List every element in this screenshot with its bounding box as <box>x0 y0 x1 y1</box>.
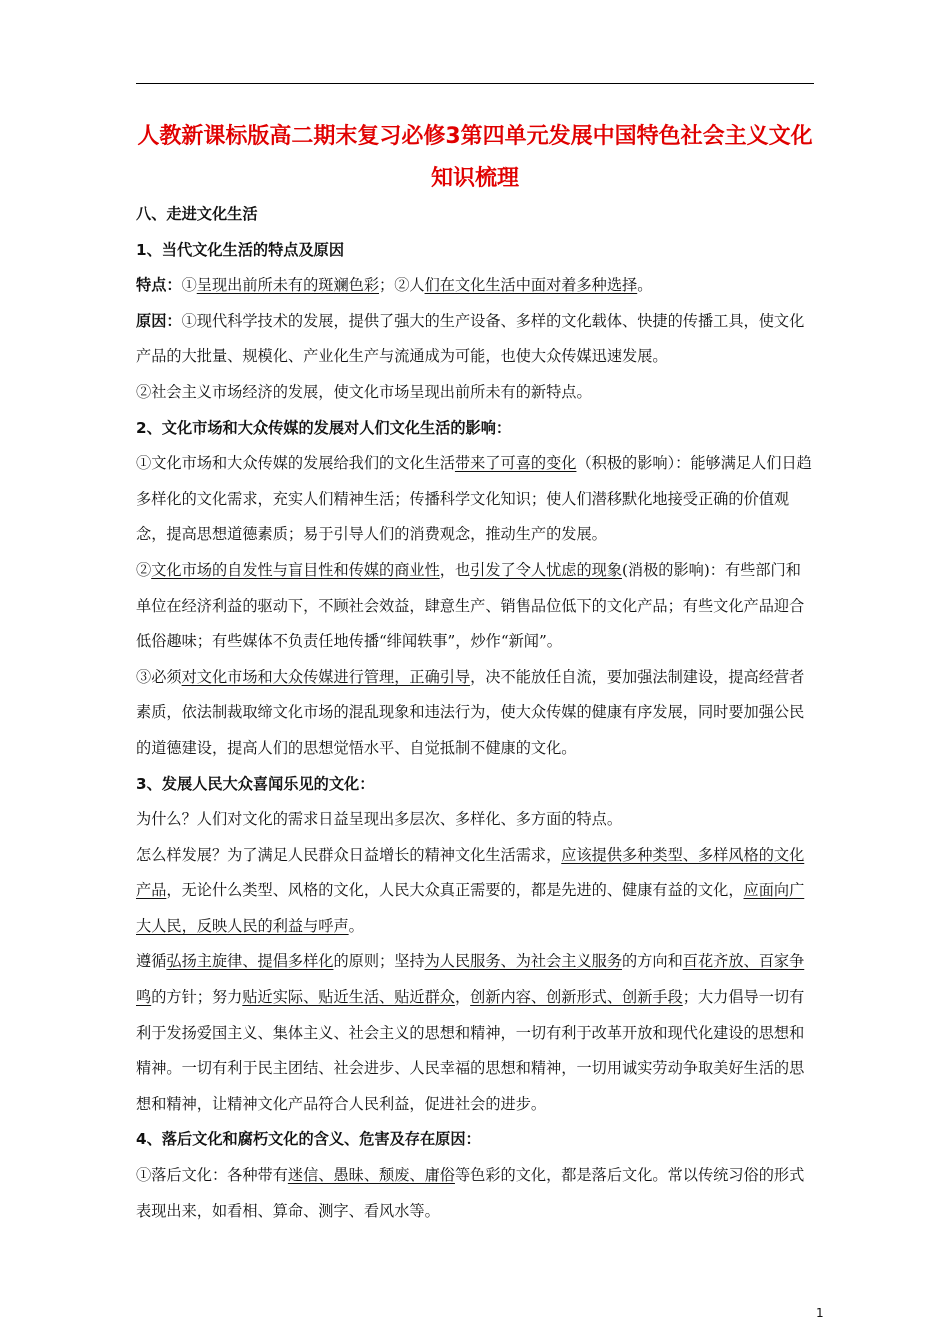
why-paragraph: 为什么？人们对文化的需求日益呈现出多层次、多样化、多方面的特点。 <box>136 810 622 829</box>
document-body <box>136 197 816 1229</box>
features-paragraph: 特点：①呈现出前所未有的斑斓色彩；②人们在文化生活中面对着多种选择。 <box>136 276 653 295</box>
section-heading: 八、走进文化生活 <box>136 205 258 223</box>
heading-2: 2、文化市场和大众传媒的发展对人们文化生活的影响： <box>136 418 512 437</box>
page-number: 1 <box>816 1306 824 1320</box>
impact-paragraph-1: ①文化市场和大众传媒的发展给我们的文化生活带来了可喜的变化（积极的影响）：能够满足人们日趋多样化的文化需求，充实人们精神生活；传播科学文化知识；使人们潜移默化地接受正确的价值观念，提高思想道德素质；易于引导人们的消费观念，推动生产的发展。 <box>136 454 812 544</box>
backward-culture-paragraph: ①落后文化：各种带有迷信、愚昧、颓废、庸俗等色彩的文化，都是落后文化。常以传统习俗的形式表现出来，如看相、算命、测字、看风水等。 <box>136 1166 805 1220</box>
impact-paragraph-3: ③必须对文化市场和大众传媒进行管理，正确引导，决不能放任自流，要加强法制建设，提高经营者素质，依法制裁取缔文化市场的混乱现象和违法行为，使大众传媒的健康有序发展，同时要加强公民的道德建设，提高人们的思想觉悟水平、自觉抵制不健康的文化。 <box>136 667 805 757</box>
impact-paragraph-2: ②文化市场的自发性与盲目性和传媒的商业性，也引发了令人忧虑的现象(消极的影响)：有些部门和单位在经济利益的驱动下，不顾社会效益，肆意生产、销售品位低下的文化产品；有些文化产品迎合低俗趣味；有些媒体不负责任地传播“绯闻轶事”，炒作“新闻”。 <box>136 560 805 651</box>
heading-1: 1、当代文化生活的特点及原因 <box>136 240 345 259</box>
follow-paragraph: 遵循弘扬主旋律、提倡多样化的原则；坚持为人民服务、为社会主义服务的方向和百花齐放、百家争鸣的方针；努力贴近实际、贴近生活、贴近群众，创新内容、创新形式、创新手段；大力倡导一切有利于发扬爱国主义、集体主义、社会主义的思想和精神，一切有利于改革开放和现代化建设的思想和精神。一切有利于民主团结、社会进步、人民幸福的思想和精神，一切用诚实劳动争取美好生活的思想和精神，让精神文化产品符合人民利益，促进社会的进步。 <box>136 952 805 1113</box>
reasons-paragraph: 原因：①现代科学技术的发展，提供了强大的生产设备、多样的文化载体、快捷的传播工具，使文化产品的大批量、规模化、产业化生产与流通成为可能，也使大众传媒迅速发展。 <box>136 311 805 366</box>
heading-4: 4、落后文化和腐朽文化的含义、危害及存在原因： <box>136 1130 481 1149</box>
heading-3: 3、发展人民大众喜闻乐见的文化： <box>136 774 375 793</box>
document-title: 人教新课标版高二期末复习必修3第四单元发展中国特色社会主义文化知识梳理 <box>137 124 813 191</box>
how-paragraph: 怎么样发展？为了满足人民群众日益增长的精神文化生活需求，应该提供多种类型、多样风格的文化产品，无论什么类型、风格的文化，人民大众真正需要的，都是先进的、健康有益的文化，应面向广大人民，反映人民的利益与呼声。 <box>136 845 805 935</box>
reasons-paragraph-2: ②社会主义市场经济的发展，使文化市场呈现出前所未有的新特点。 <box>136 382 592 401</box>
header-rule <box>136 83 814 84</box>
